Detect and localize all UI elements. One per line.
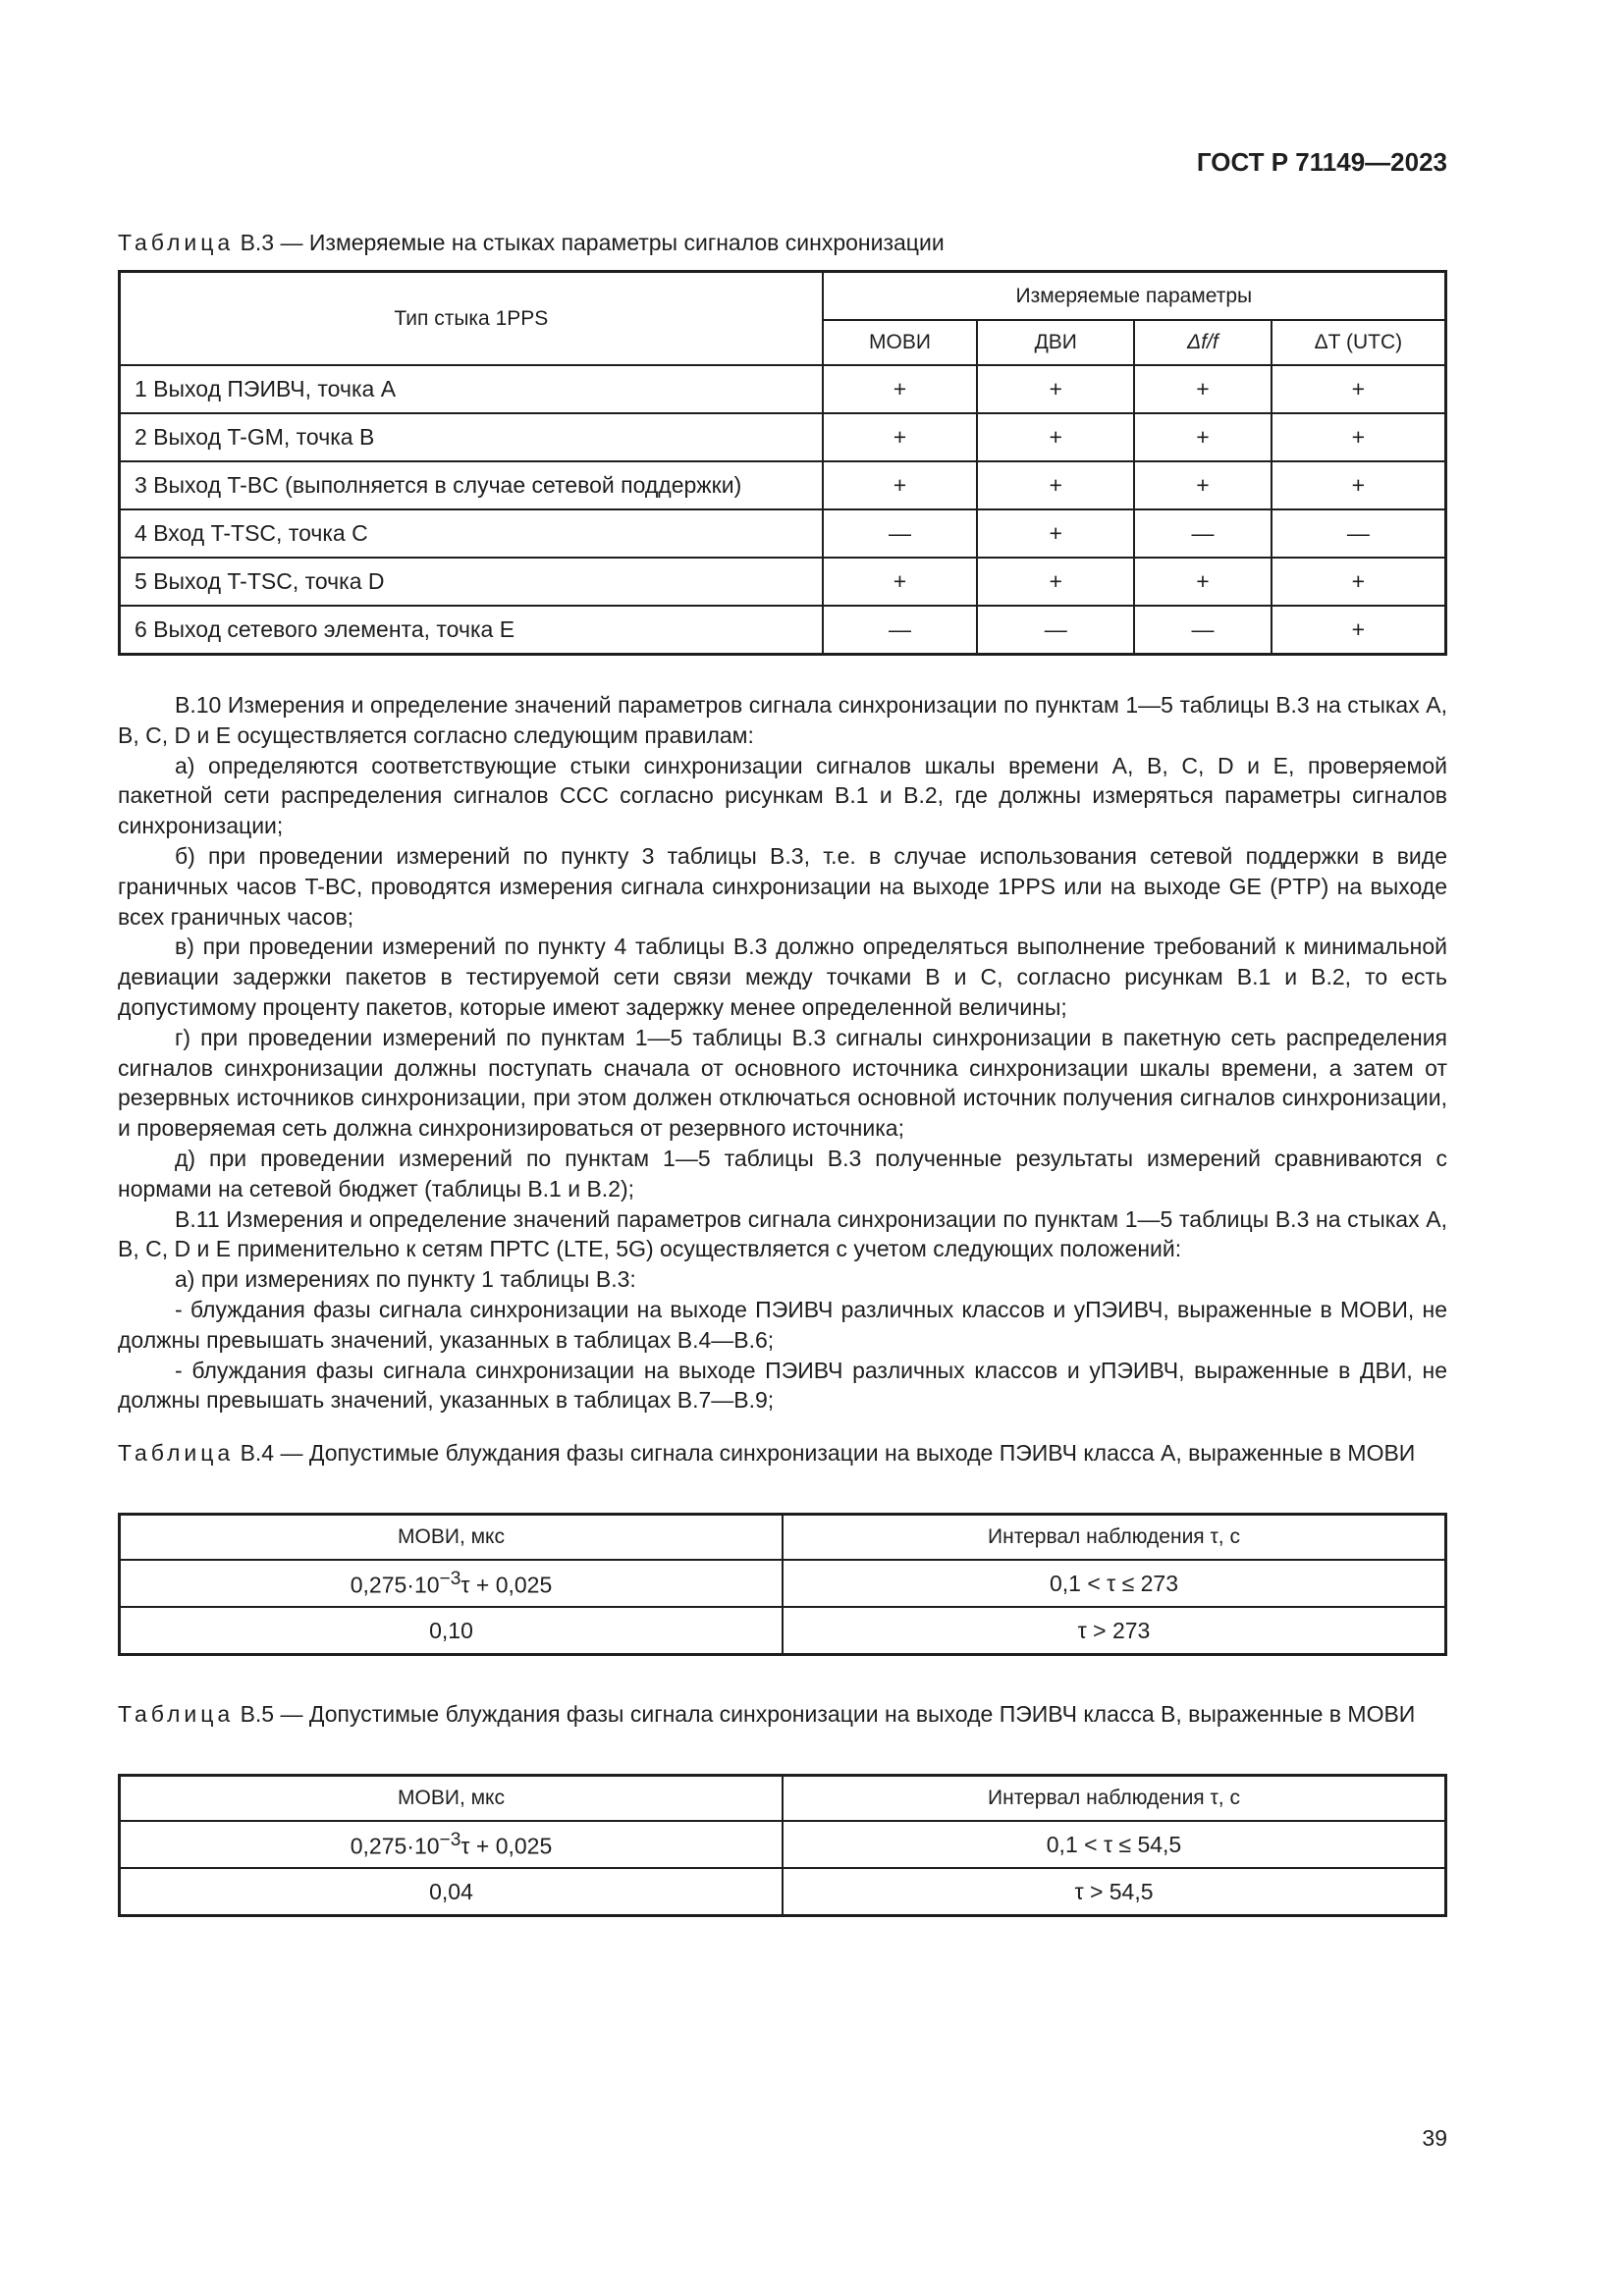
paragraph: б) при проведении измерений по пункту 3 таблицы В.3, т.е. в случае использования сетевой поддержки в виде граничных часов T-BC, проводятся измерения сигнала синхронизации на выходе 1PPS или на выходе GE (PTP) на выходе всех граничных часов; [118, 842, 1447, 930]
formula-exponent: −3 [439, 1829, 461, 1850]
body-text [118, 690, 1447, 1415]
table-b5-caption [118, 1699, 1447, 1730]
table-cell: 0,10 [120, 1607, 784, 1655]
row-label: 2 Выход T-GM, точка В [120, 413, 823, 461]
row-label: 1 Выход ПЭИВЧ, точка А [120, 365, 823, 413]
table-row [120, 1560, 1446, 1607]
table-cell: + [1272, 606, 1446, 655]
table-row [120, 1868, 1446, 1916]
table-row [120, 509, 1446, 558]
col-header-type: Тип стыка 1PPS [120, 272, 823, 366]
row-label: 4 Вход T-TSC, точка С [120, 509, 823, 558]
col-header-movi: МОВИ, мкс [120, 1515, 784, 1561]
caption-text: В.5 — Допустимые блуждания фазы сигнала синхронизации на выходе ПЭИВЧ класса В, выраженные в МОВИ [234, 1701, 1416, 1727]
table-cell: — [977, 606, 1134, 655]
paragraph: - блуждания фазы сигнала синхронизации на выходе ПЭИВЧ различных классов и уПЭИВЧ, выраженные в МОВИ, не должны превышать значений, указанных в таблицах В.4—В.6; [118, 1296, 1447, 1353]
table-b3 [118, 270, 1447, 656]
table-cell: + [977, 413, 1134, 461]
subheader-cell: Δf/f [1134, 320, 1272, 365]
table-cell: + [977, 509, 1134, 558]
caption-label: Таблица [118, 1701, 235, 1727]
table-cell: — [823, 509, 978, 558]
document-header: ГОСТ Р 71149—2023 [1196, 147, 1447, 177]
subheader-cell: ΔT (UTC) [1272, 320, 1446, 365]
table-cell: — [823, 606, 978, 655]
paragraph: В.11 Измерения и определение значений параметров сигнала синхронизации по пунктам 1—5 таблицы В.3 на стыках А, В, С, D и Е применительно к сетям ПРТС (LTE, 5G) осуществляется с учетом следующих положений: [118, 1205, 1447, 1262]
table-row [120, 1821, 1446, 1868]
table-cell [120, 1821, 784, 1868]
table-cell: + [1134, 558, 1272, 606]
table-cell: + [977, 461, 1134, 509]
col-header-interval: Интервал наблюдения τ, с [783, 1515, 1446, 1561]
col-header-params: Измеряемые параметры [823, 272, 1446, 321]
page-number: 39 [1422, 2125, 1447, 2151]
paragraph: д) при проведении измерений по пунктам 1—5 таблицы В.3 полученные результаты измерений сравниваются с нормами на сетевой бюджет (таблицы В.1 и В.2); [118, 1145, 1447, 1201]
table-b4-caption [118, 1438, 1447, 1468]
paragraph: В.10 Измерения и определение значений параметров сигнала синхронизации по пунктам 1—5 таблицы В.3 на стыках А, В, С, D и Е осуществляется согласно следующим правилам: [118, 692, 1447, 748]
table-row [120, 461, 1446, 509]
paragraph: а) при измерениях по пункту 1 таблицы В.3: [175, 1266, 636, 1293]
table-cell: 0,1 < τ ≤ 54,5 [783, 1821, 1446, 1868]
col-header-movi: МОВИ, мкс [120, 1776, 784, 1822]
table-cell: + [1272, 365, 1446, 413]
paragraph: - блуждания фазы сигнала синхронизации на выходе ПЭИВЧ различных классов и уПЭИВЧ, выраженные в ДВИ, не должны превышать значений, указанных в таблицах В.7—В.9; [118, 1357, 1447, 1414]
col-header-interval: Интервал наблюдения τ, с [783, 1776, 1446, 1822]
table-cell: + [823, 558, 978, 606]
row-label: 5 Выход T-TSC, точка D [120, 558, 823, 606]
caption-text: В.3 — Измеряемые на стыках параметры сигналов синхронизации [234, 230, 945, 255]
caption-label: Таблица [118, 230, 235, 255]
table-row [120, 606, 1446, 655]
subheader-cell: ДВИ [977, 320, 1134, 365]
table-cell: 0,04 [120, 1868, 784, 1916]
table-b5 [118, 1774, 1447, 1917]
formula-rest: τ + 0,025 [460, 1572, 553, 1598]
row-label: 6 Выход сетевого элемента, точка Е [120, 606, 823, 655]
formula-exponent: −3 [439, 1568, 461, 1589]
caption-text: В.4 — Допустимые блуждания фазы сигнала синхронизации на выходе ПЭИВЧ класса А, выраженные в МОВИ [234, 1440, 1416, 1466]
table-cell: — [1134, 606, 1272, 655]
table-row [120, 413, 1446, 461]
table-b3-caption [118, 228, 1447, 258]
table-cell: τ > 273 [783, 1607, 1446, 1655]
table-cell: — [1272, 509, 1446, 558]
table-cell: + [1134, 461, 1272, 509]
caption-label: Таблица [118, 1440, 235, 1466]
table-cell: + [1272, 558, 1446, 606]
table-row [120, 1607, 1446, 1655]
table-header-row [120, 1515, 1446, 1561]
table-cell: + [977, 365, 1134, 413]
table-cell: — [1134, 509, 1272, 558]
table-row [120, 365, 1446, 413]
paragraph: в) при проведении измерений по пункту 4 таблицы В.3 должно определяться выполнение требований к минимальной девиации задержки пакетов в тестируемой сети связи между точками В и С, согласно рисункам В.1 и В.2, то есть допустимому проценту пакетов, которые имеют задержку менее определенной величины; [118, 934, 1447, 1020]
table-header-row [120, 1776, 1446, 1822]
table-cell: + [977, 558, 1134, 606]
table-cell: + [823, 461, 978, 509]
table-cell: + [1134, 413, 1272, 461]
table-cell: 0,1 < τ ≤ 273 [783, 1560, 1446, 1607]
table-cell: + [823, 413, 978, 461]
table-cell: τ > 54,5 [783, 1868, 1446, 1916]
table-header-row [120, 272, 1446, 321]
paragraph: а) определяются соответствующие стыки синхронизации сигналов шкалы времени А, В, С, D и Е, проверяемой пакетной сети распределения сигналов ССС согласно рисункам В.1 и В.2, где должны измеряться параметры сигналов синхронизации; [118, 752, 1447, 839]
formula-rest: τ + 0,025 [460, 1833, 553, 1859]
subheader-cell: МОВИ [823, 320, 978, 365]
table-row [120, 558, 1446, 606]
table-cell: + [1272, 413, 1446, 461]
row-label: 3 Выход T-BC (выполняется в случае сетевой поддержки) [120, 461, 823, 509]
formula-coefficient: 0,275·10 [350, 1833, 440, 1859]
formula-coefficient: 0,275·10 [350, 1572, 440, 1598]
paragraph: г) при проведении измерений по пунктам 1—5 таблицы В.3 сигналы синхронизации в пакетную сеть распределения сигналов синхронизации должны поступать сначала от основного источника синхронизации шкалы времени, а затем от резервных источников синхронизации, при этом должен отключаться основной источник получения сигналов синхронизации, и проверяемая сеть должна синхронизироваться от резервного источника; [118, 1024, 1447, 1142]
table-b4 [118, 1513, 1447, 1656]
table-cell: + [1272, 461, 1446, 509]
table-cell [120, 1560, 784, 1607]
table-cell: + [1134, 365, 1272, 413]
table-cell: + [823, 365, 978, 413]
